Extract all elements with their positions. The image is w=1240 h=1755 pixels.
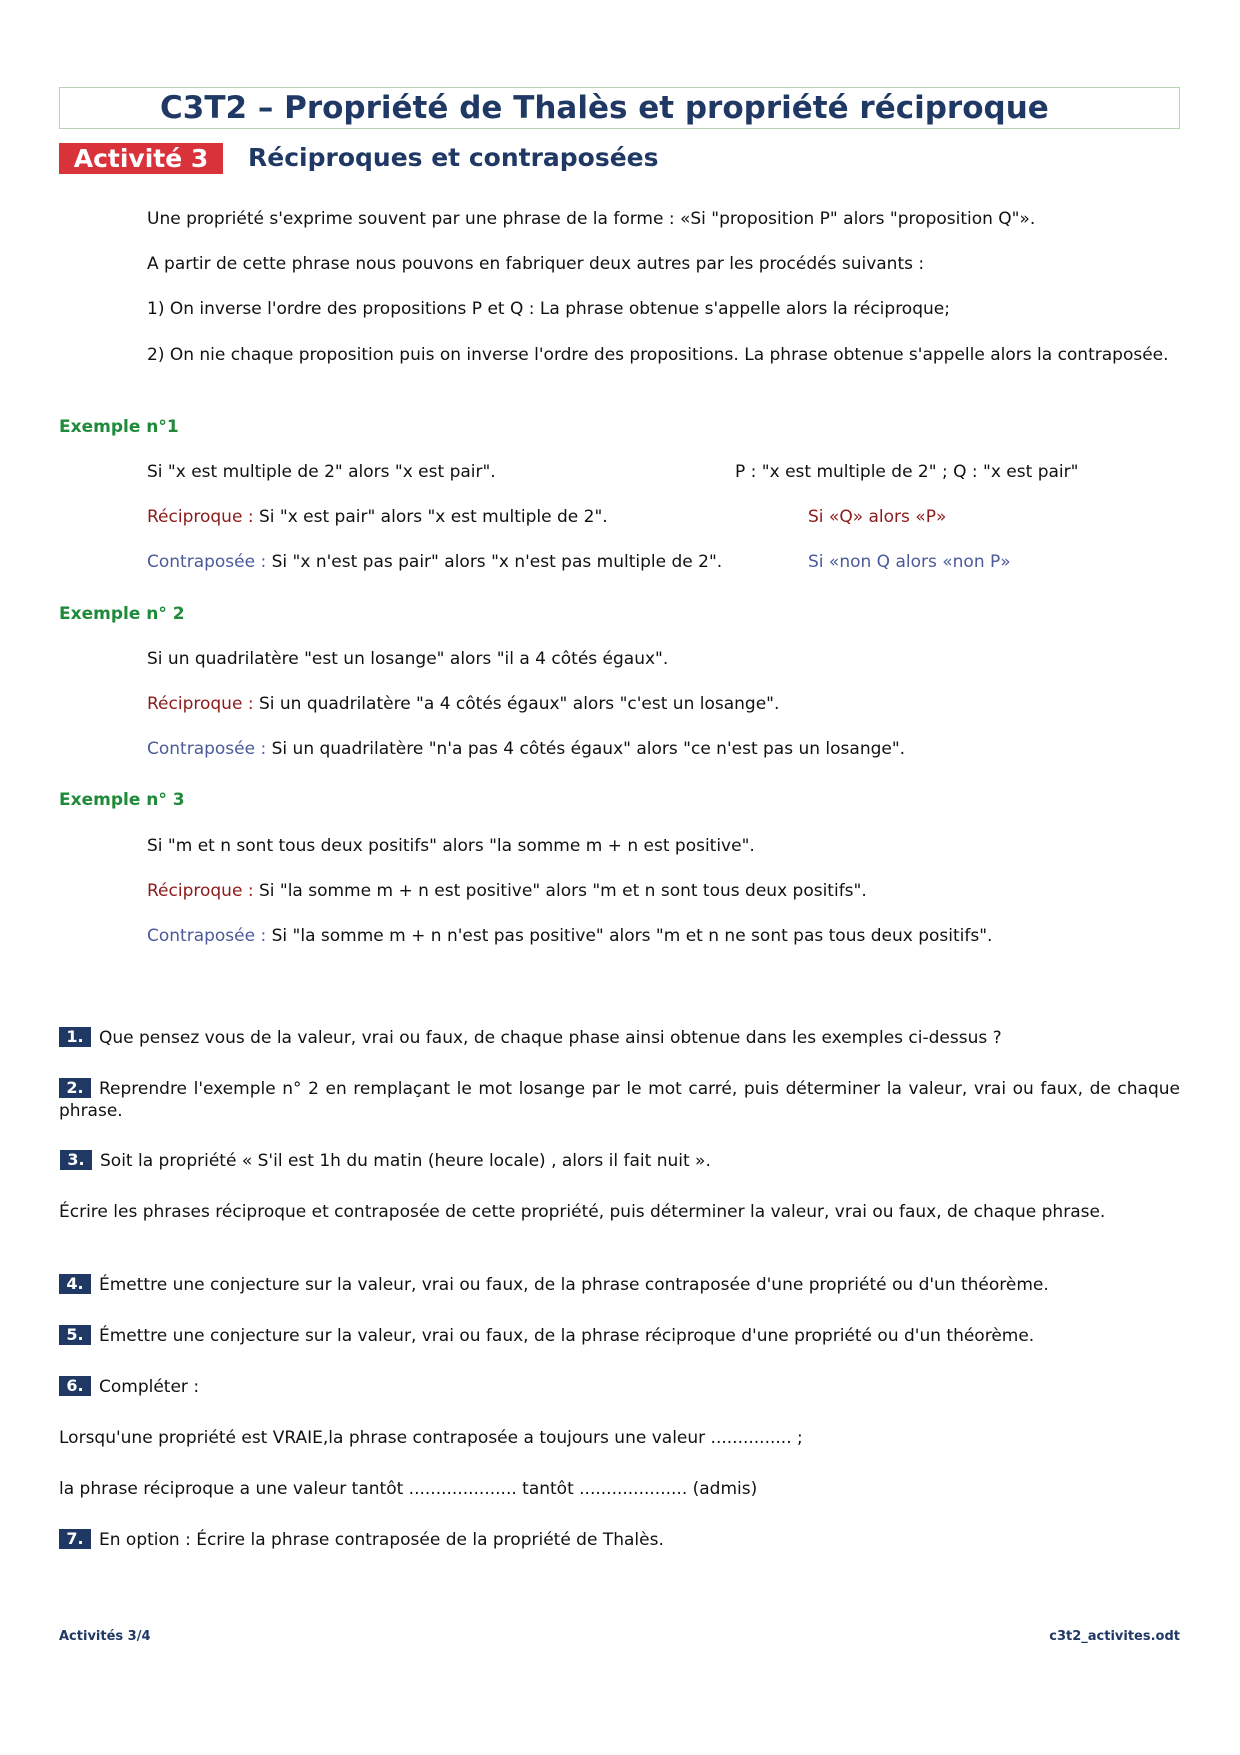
example-3-reciprocal bbox=[147, 880, 867, 902]
contrapositive-label: Contraposée : bbox=[147, 552, 267, 572]
contrapositive-label: Contraposée : bbox=[147, 926, 267, 946]
reciprocal-label: Réciproque : bbox=[147, 694, 254, 714]
example-1-reciprocal bbox=[147, 506, 608, 528]
question-number: 2. bbox=[59, 1078, 91, 1098]
page-title: C3T2 – Propriété de Thalès et propriété réciproque bbox=[160, 90, 1049, 126]
question-number: 6. bbox=[59, 1376, 91, 1396]
example-2-heading: Exemple n° 2 bbox=[59, 604, 185, 624]
example-2-contrapositive-text: Si un quadrilatère "n'a pas 4 côtés égaux" alors "ce n'est pas un losange". bbox=[271, 739, 906, 759]
question-1 bbox=[59, 1027, 1002, 1049]
question-text: En option : Écrire la phrase contraposée de la propriété de Thalès. bbox=[99, 1530, 664, 1550]
example-1-heading: Exemple n°1 bbox=[59, 417, 179, 437]
question-5 bbox=[59, 1325, 1034, 1347]
footer-filename: c3t2_activites.odt bbox=[1049, 1629, 1180, 1644]
question-text: Émettre une conjecture sur la valeur, vrai ou faux, de la phrase réciproque d'une propriété ou d'un théorème. bbox=[99, 1326, 1035, 1346]
intro-paragraph-1: Une propriété s'exprime souvent par une phrase de la forme : «Si "proposition P" alors "proposition Q"». bbox=[147, 209, 1036, 229]
contrapositive-label: Contraposée : bbox=[147, 739, 267, 759]
footer-page-label: Activités 3/4 bbox=[59, 1629, 151, 1644]
question-3 bbox=[60, 1150, 711, 1172]
example-2-contrapositive bbox=[147, 738, 905, 760]
question-6-line-2: la phrase réciproque a une valeur tantôt .................... tantôt .................... (admis) bbox=[59, 1479, 758, 1499]
example-3-statement: Si "m et n sont tous deux positifs" alors "la somme m + n est positive". bbox=[147, 836, 755, 856]
example-3-reciprocal-text: Si "la somme m + n est positive" alors "m et n sont tous deux positifs". bbox=[258, 881, 867, 901]
question-text: Soit la propriété « S'il est 1h du matin (heure locale) , alors il fait nuit ». bbox=[100, 1151, 711, 1171]
question-6 bbox=[59, 1376, 199, 1398]
example-1-reciprocal-note: Si «Q» alors «P» bbox=[808, 507, 947, 527]
question-2 bbox=[59, 1078, 1180, 1122]
example-1-contrapositive bbox=[147, 551, 722, 573]
example-3-contrapositive-text: Si "la somme m + n n'est pas positive" alors "m et n ne sont pas tous deux positifs". bbox=[271, 926, 993, 946]
example-3-heading: Exemple n° 3 bbox=[59, 790, 185, 810]
example-1-statement-note: P : "x est multiple de 2" ; Q : "x est pair" bbox=[735, 462, 1079, 482]
intro-paragraph-2: A partir de cette phrase nous pouvons en fabriquer deux autres par les procédés suivants : bbox=[147, 254, 925, 274]
question-number: 3. bbox=[60, 1150, 92, 1170]
question-number: 5. bbox=[59, 1325, 91, 1345]
reciprocal-label: Réciproque : bbox=[147, 881, 254, 901]
question-text: Compléter : bbox=[99, 1377, 200, 1397]
question-text: Que pensez vous de la valeur, vrai ou faux, de chaque phase ainsi obtenue dans les exemples ci-dessus ? bbox=[99, 1028, 1002, 1048]
example-1-contrapositive-text: Si "x n'est pas pair" alors "x n'est pas multiple de 2". bbox=[271, 552, 723, 572]
question-6-line-1: Lorsqu'une propriété est VRAIE,la phrase contraposée a toujours une valeur ............... ; bbox=[59, 1428, 803, 1448]
question-4 bbox=[59, 1274, 1049, 1296]
question-number: 7. bbox=[59, 1529, 91, 1549]
example-2-statement: Si un quadrilatère "est un losange" alors "il a 4 côtés égaux". bbox=[147, 649, 669, 669]
example-1-contrapositive-note: Si «non Q alors «non P» bbox=[808, 552, 1011, 572]
activity-badge: Activité 3 bbox=[59, 143, 223, 174]
example-2-reciprocal bbox=[147, 693, 779, 715]
question-7 bbox=[59, 1529, 664, 1551]
example-1-reciprocal-text: Si "x est pair" alors "x est multiple de 2". bbox=[258, 507, 608, 527]
example-2-reciprocal-text: Si un quadrilatère "a 4 côtés égaux" alors "c'est un losange". bbox=[258, 694, 780, 714]
question-number: 4. bbox=[59, 1274, 91, 1294]
intro-paragraph-3: 1) On inverse l'ordre des propositions P et Q : La phrase obtenue s'appelle alors la réciproque; bbox=[147, 299, 950, 319]
reciprocal-label: Réciproque : bbox=[147, 507, 254, 527]
question-number: 1. bbox=[59, 1027, 91, 1047]
activity-title: Réciproques et contraposées bbox=[248, 143, 659, 172]
intro-paragraph-4: 2) On nie chaque proposition puis on inverse l'ordre des propositions. La phrase obtenue s'appelle alors la contraposée. bbox=[147, 345, 1169, 365]
example-1-statement: Si "x est multiple de 2" alors "x est pair". bbox=[147, 462, 496, 482]
example-3-contrapositive bbox=[147, 925, 992, 947]
question-text: Émettre une conjecture sur la valeur, vrai ou faux, de la phrase contraposée d'une propriété ou d'un théorème. bbox=[99, 1275, 1049, 1295]
question-3-followup: Écrire les phrases réciproque et contraposée de cette propriété, puis déterminer la valeur, vrai ou faux, de chaque phrase. bbox=[59, 1202, 1106, 1222]
question-text: Reprendre l'exemple n° 2 en remplaçant le mot losange par le mot carré, puis déterminer la valeur, vrai ou faux, de chaque phrase. bbox=[59, 1079, 1180, 1121]
